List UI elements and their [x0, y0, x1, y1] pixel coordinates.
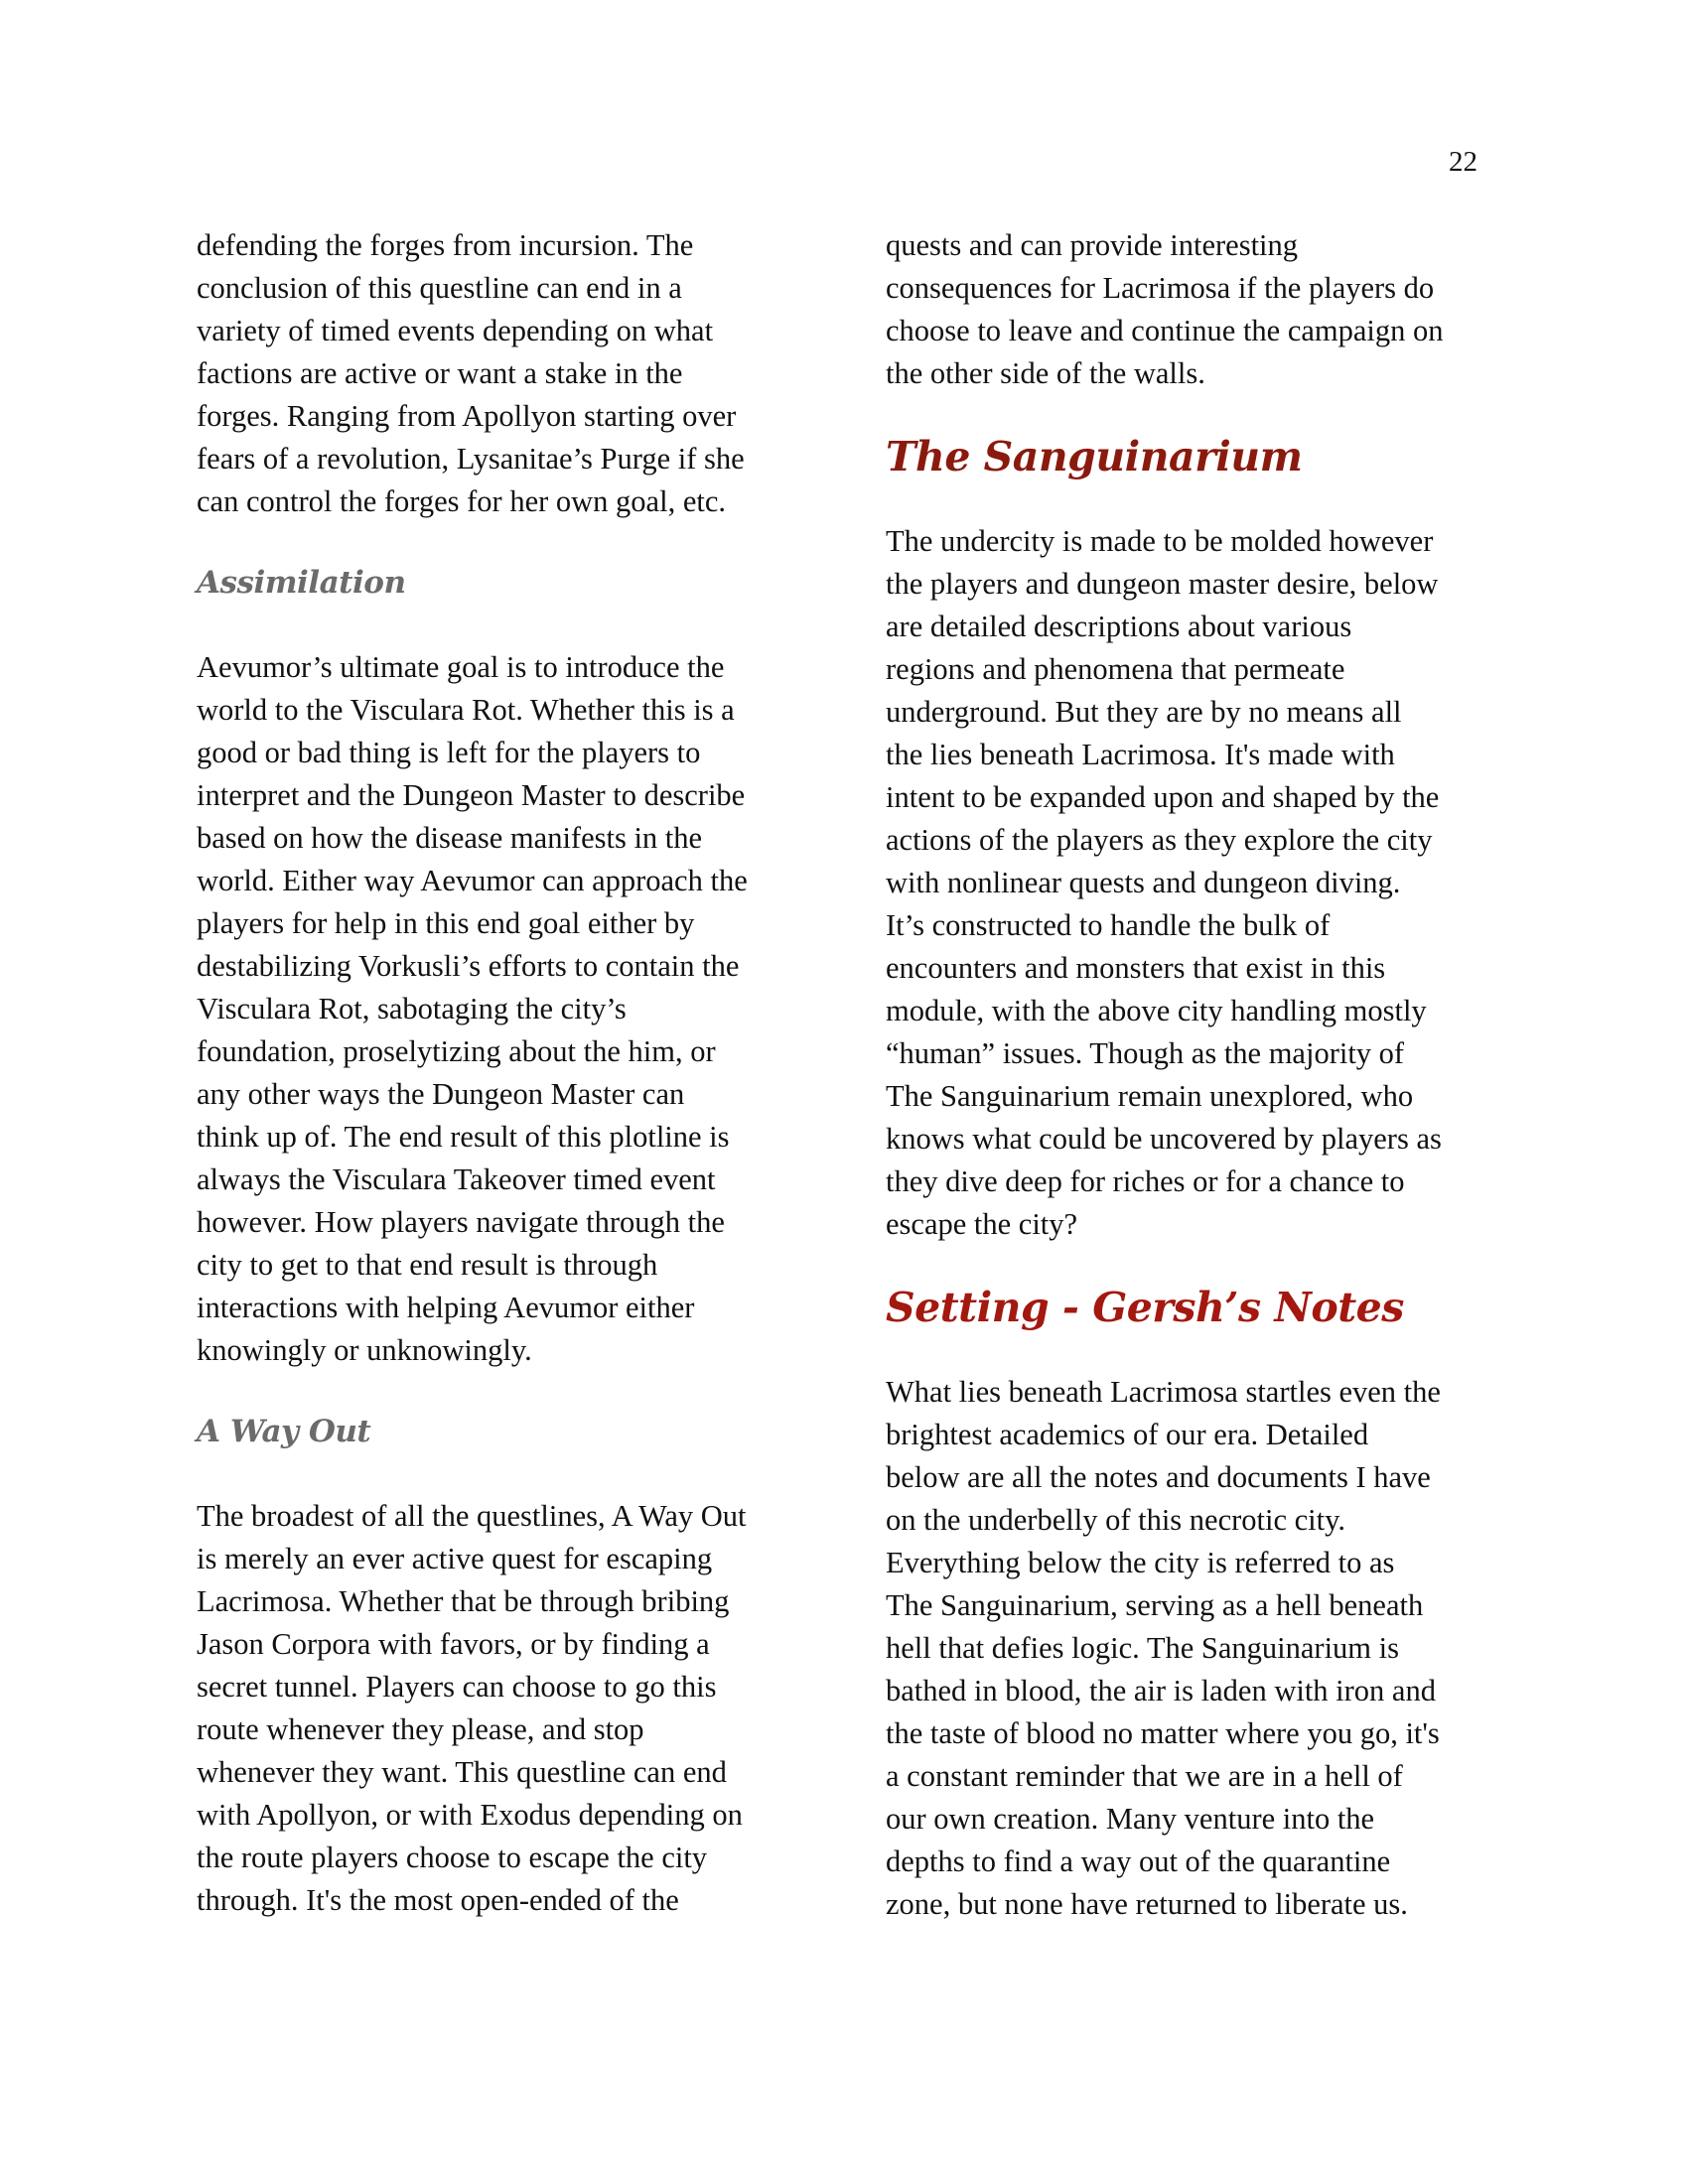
- text-line: interpret and the Dungeon Master to describe: [197, 778, 746, 812]
- text-line: through. It's the most open-ended of the: [197, 1883, 679, 1917]
- text-line: with nonlinear quests and dungeon diving.: [886, 866, 1401, 899]
- text-line: It’s constructed to handle the bulk of: [886, 908, 1331, 942]
- text-line: any other ways the Dungeon Master can: [197, 1077, 685, 1111]
- text-line: knows what could be uncovered by players as: [886, 1122, 1442, 1156]
- text-line: forges. Ranging from Apollyon starting over: [197, 399, 737, 433]
- text-line: underground. But they are by no means all: [886, 695, 1402, 729]
- text-line: route whenever they please, and stop: [197, 1712, 644, 1746]
- text-line: world. Either way Aevumor can approach the: [197, 864, 748, 897]
- text-line: city to get to that end result is through: [197, 1248, 658, 1282]
- text-line: The broadest of all the questlines, A Way Out: [197, 1499, 747, 1533]
- text-line: variety of timed events depending on what: [197, 314, 714, 347]
- text-line: factions are active or want a stake in the: [197, 356, 683, 390]
- text-line: conclusion of this questline can end in a: [197, 271, 682, 305]
- text-line: our own creation. Many venture into the: [886, 1802, 1375, 1836]
- text-line: on the underbelly of this necrotic city.: [886, 1503, 1346, 1537]
- text-line: choose to leave and continue the campaign on: [886, 314, 1444, 347]
- left-column: [197, 224, 792, 1922]
- text-line: based on how the disease manifests in the: [197, 821, 703, 855]
- heading-setting-gersh-notes: Setting - Gersh’s Notes: [886, 1284, 1404, 1331]
- text-line: the players and dungeon master desire, below: [886, 567, 1439, 601]
- subheading-assimilation: Assimilation: [197, 565, 406, 601]
- text-line: The Sanguinarium remain unexplored, who: [886, 1079, 1414, 1113]
- text-line: defending the forges from incursion. The: [197, 228, 694, 262]
- text-line: whenever they want. This questline can end: [197, 1755, 727, 1789]
- text-line: module, with the above city handling mostly: [886, 994, 1427, 1027]
- text-line: zone, but none have returned to liberate us.: [886, 1887, 1408, 1921]
- text-line: destabilizing Vorkusli’s efforts to contain the: [197, 949, 740, 983]
- text-line: always the Visculara Takeover timed event: [197, 1162, 716, 1196]
- assimilation-paragraph: [197, 646, 792, 1372]
- text-line: the taste of blood no matter where you go, it's: [886, 1716, 1440, 1750]
- text-line: consequences for Lacrimosa if the players do: [886, 271, 1435, 305]
- right-column: [886, 224, 1491, 1926]
- text-line: fears of a revolution, Lysanitae’s Purge if she: [197, 442, 745, 476]
- heading-the-sanguinarium: The Sanguinarium: [886, 433, 1303, 480]
- text-line: What lies beneath Lacrimosa startles even the: [886, 1375, 1441, 1409]
- text-line: below are all the notes and documents I have: [886, 1460, 1431, 1494]
- page-number: 22: [1449, 146, 1477, 178]
- setting-paragraph: [886, 1371, 1491, 1926]
- text-line: intent to be expanded upon and shaped by the: [886, 780, 1440, 814]
- text-line: are detailed descriptions about various: [886, 610, 1352, 643]
- text-line: the other side of the walls.: [886, 356, 1205, 390]
- text-line: regions and phenomena that permeate: [886, 652, 1345, 686]
- text-line: knowingly or unknowingly.: [197, 1333, 532, 1367]
- text-line: a constant reminder that we are in a hell of: [886, 1759, 1403, 1793]
- text-line: depths to find a way out of the quarantine: [886, 1844, 1391, 1878]
- intro-paragraph-right: [886, 224, 1491, 395]
- text-line: Jason Corpora with favors, or by finding a: [197, 1627, 710, 1661]
- text-line: the lies beneath Lacrimosa. It's made with: [886, 738, 1395, 771]
- text-line: they dive deep for riches or for a chance to: [886, 1164, 1405, 1198]
- text-line: The Sanguinarium, serving as a hell beneath: [886, 1588, 1424, 1622]
- text-line: good or bad thing is left for the players to: [197, 736, 701, 769]
- subheading-a-way-out: A Way Out: [197, 1414, 371, 1449]
- text-line: “human” issues. Though as the majority of: [886, 1036, 1405, 1070]
- text-line: Aevumor’s ultimate goal is to introduce the: [197, 650, 725, 684]
- text-line: Lacrimosa. Whether that be through bribing: [197, 1584, 730, 1618]
- text-line: however. How players navigate through the: [197, 1205, 725, 1239]
- text-line: is merely an ever active quest for escaping: [197, 1542, 713, 1575]
- text-line: world to the Visculara Rot. Whether this is a: [197, 693, 735, 727]
- text-line: the route players choose to escape the city: [197, 1841, 708, 1874]
- text-line: interactions with helping Aevumor either: [197, 1291, 695, 1324]
- text-line: encounters and monsters that exist in this: [886, 951, 1386, 985]
- text-line: The undercity is made to be molded however: [886, 524, 1434, 558]
- text-line: with Apollyon, or with Exodus depending on: [197, 1798, 743, 1832]
- text-line: can control the forges for her own goal, etc.: [197, 484, 726, 518]
- text-line: bathed in blood, the air is laden with iron and: [886, 1674, 1436, 1707]
- sanguinarium-paragraph: [886, 520, 1491, 1246]
- text-line: actions of the players as they explore the city: [886, 823, 1433, 857]
- text-line: Everything below the city is referred to as: [886, 1546, 1395, 1579]
- text-line: hell that defies logic. The Sanguinarium is: [886, 1631, 1399, 1665]
- intro-paragraph-left: [197, 224, 792, 523]
- text-line: brightest academics of our era. Detailed: [886, 1418, 1369, 1451]
- text-line: players for help in this end goal either by: [197, 906, 695, 940]
- text-line: secret tunnel. Players can choose to go this: [197, 1670, 717, 1704]
- text-line: foundation, proselytizing about the him, or: [197, 1034, 716, 1068]
- text-line: escape the city?: [886, 1207, 1078, 1241]
- text-line: quests and can provide interesting: [886, 228, 1299, 262]
- text-line: think up of. The end result of this plotline is: [197, 1120, 730, 1154]
- a-way-out-paragraph: [197, 1495, 792, 1922]
- text-line: Visculara Rot, sabotaging the city’s: [197, 992, 627, 1025]
